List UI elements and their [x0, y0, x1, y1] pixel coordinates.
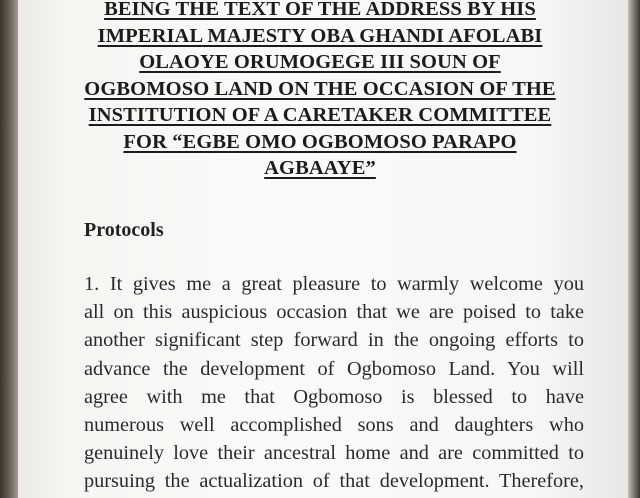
document-title: [0, 0, 640, 182]
body-paragraph: [84, 270, 584, 496]
title-line: IMPERIAL MAJESTY OBA GHANDI AFOLABI: [97, 24, 543, 47]
paragraph-line: agree with me that Ogbomoso is blessed to have: [84, 385, 584, 408]
paragraph-line: advance the development of Ogbomoso Land. You will: [84, 357, 584, 380]
title-line: BEING THE TEXT OF THE ADDRESS BY HIS: [104, 0, 536, 20]
paragraph-line: genuinely love their ancestral home and are committed to: [84, 442, 584, 465]
title-line: INSTITUTION OF A CARETAKER COMMITTEE: [88, 104, 552, 126]
paragraph-line: all on this auspicious occasion that we are poised to take: [84, 301, 584, 324]
title-line: OGBOMOSO LAND ON THE OCCASION OF THE: [84, 77, 556, 100]
paragraph-line: another significant step forward in the ongoing efforts to: [84, 329, 584, 352]
section-heading-protocols: Protocols: [84, 219, 164, 241]
title-line: AGBAAYE”: [264, 157, 376, 179]
title-line: FOR “EGBE OMO OGBOMOSO PARAPO: [123, 130, 517, 153]
paragraph-line: numerous well accomplished sons and daughters who: [84, 414, 584, 437]
paragraph-line: 1. It gives me a great pleasure to warmly welcome you: [84, 273, 584, 295]
paragraph-line: pursuing the actualization of that development. Therefore,: [84, 470, 584, 493]
title-line: OLAOYE ORUMOGEGE III SOUN OF: [139, 51, 501, 73]
